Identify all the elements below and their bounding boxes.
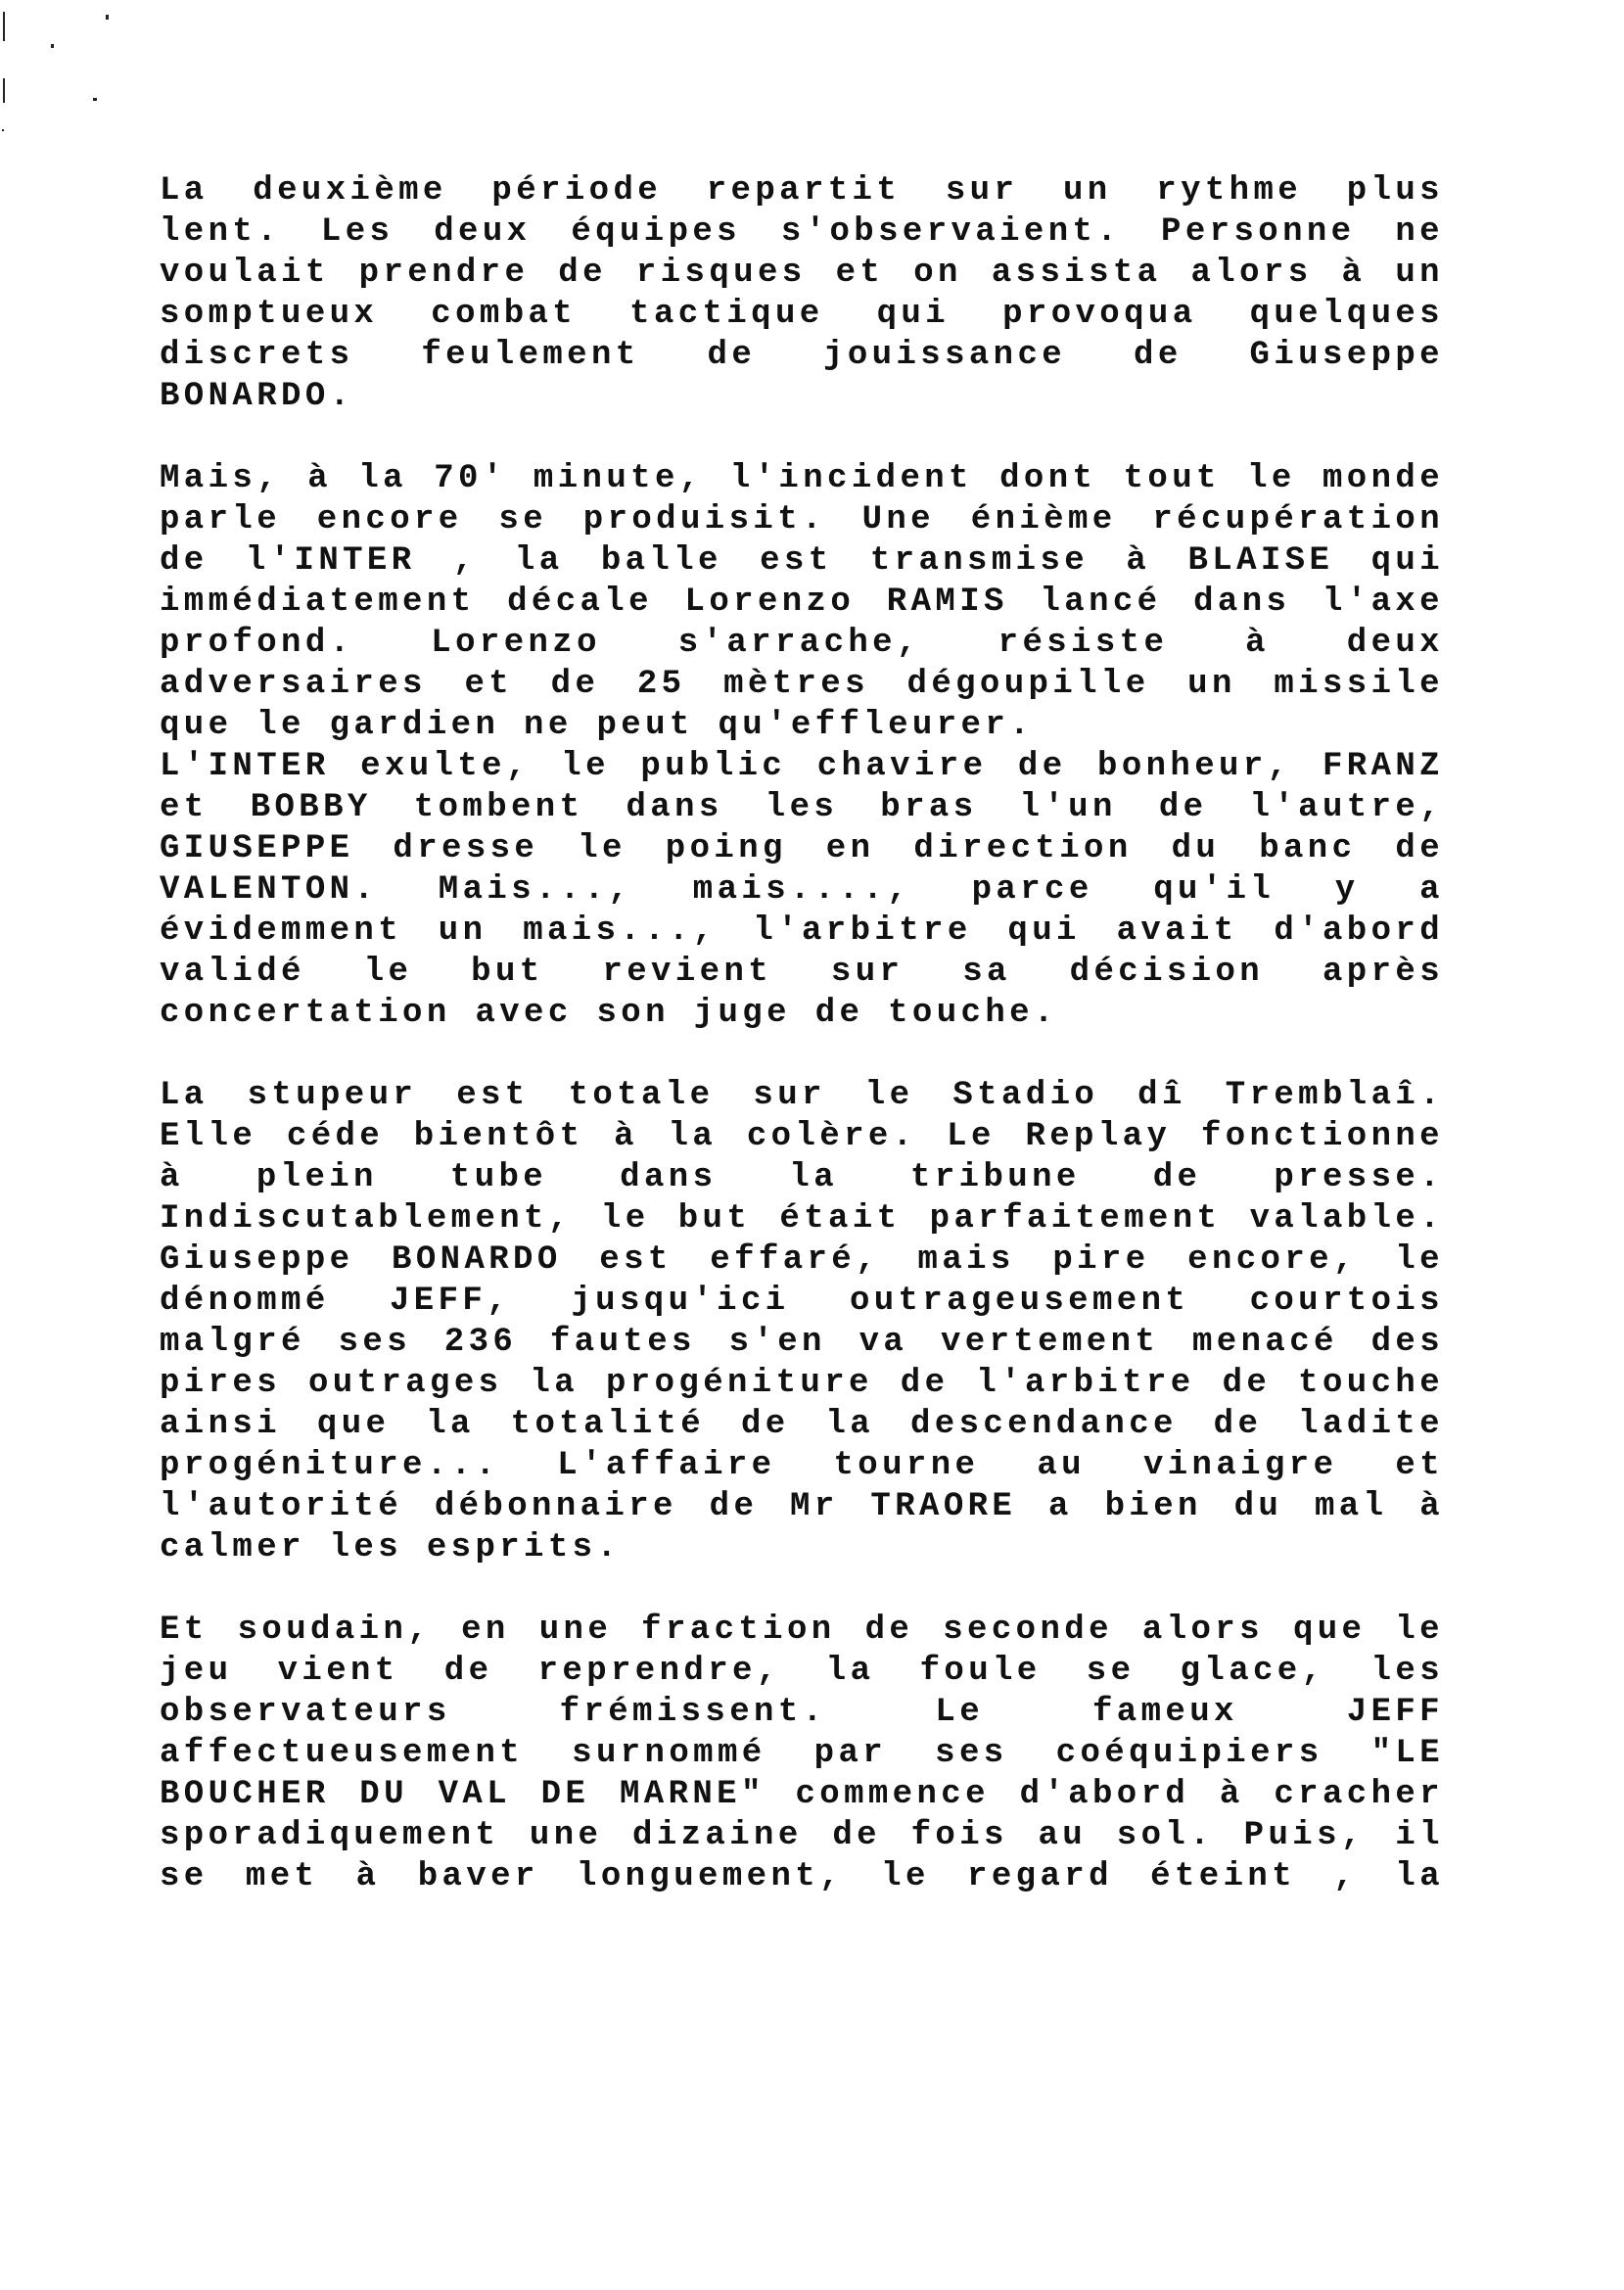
text-line: malgré ses 236 fautes s'en va vertement menacé des xyxy=(160,1324,1444,1361)
text-line: immédiatement décale Lorenzo RAMIS lancé dans l'axe xyxy=(160,584,1444,621)
text-line: et BOBBY tombent dans les bras l'un de l'autre, xyxy=(160,789,1444,826)
text-line: observateurs frémissent. Le fameux JEFF xyxy=(160,1694,1444,1731)
text-line: progéniture... L'affaire tourne au vinaigre et xyxy=(160,1447,1444,1484)
text-line: l'autorité débonnaire de Mr TRAORE a bien du mal à xyxy=(160,1488,1444,1525)
text-line: concertation avec son juge de touche. xyxy=(160,995,1058,1032)
text-line: à plein tube dans la tribune de presse. xyxy=(160,1159,1444,1196)
scan-mark xyxy=(93,98,97,101)
text-line: Giuseppe BONARDO est effaré, mais pire encore, le xyxy=(160,1241,1444,1279)
scan-mark xyxy=(106,15,109,20)
text-line: La stupeur est totale sur le Stadio dî Tremblaî. xyxy=(160,1077,1444,1114)
text-line: pires outrages la progéniture de l'arbitre de touche xyxy=(160,1365,1444,1402)
text-line: somptueux combat tactique qui provoqua quelques xyxy=(160,296,1444,333)
text-line: VALENTON. Mais..., mais...., parce qu'il y a xyxy=(160,871,1444,909)
text-line: Et soudain, en une fraction de seconde alors que le xyxy=(160,1612,1444,1649)
text-line: adversaires et de 25 mètres dégoupille un missile xyxy=(160,666,1444,703)
text-line: Indiscutablement, le but était parfaitement valable. xyxy=(160,1200,1444,1238)
text-line: Elle céde bientôt à la colère. Le Replay fonctionne xyxy=(160,1118,1444,1155)
text-line: de l'INTER , la balle est transmise à BLAISE qui xyxy=(160,542,1444,580)
text-line: calmer les esprits. xyxy=(160,1529,622,1566)
document-body xyxy=(160,170,1444,1939)
paragraph-2 xyxy=(160,458,1444,1034)
scan-mark xyxy=(3,78,5,103)
paragraph-1 xyxy=(160,170,1444,417)
text-line: dénommé JEFF, jusqu'ici outrageusement courtois xyxy=(160,1283,1444,1320)
text-line: que le gardien ne peut qu'effleurer. xyxy=(160,707,1034,744)
text-line: se met à baver longuement, le regard éteint , la xyxy=(160,1858,1444,1895)
text-line: discrets feulement de jouissance de Giuseppe xyxy=(160,337,1444,374)
text-line: sporadiquement une dizaine de fois au sol. Puis, il xyxy=(160,1817,1444,1854)
paragraph-4 xyxy=(160,1610,1444,1897)
text-line: Mais, à la 70' minute, l'incident dont tout le monde xyxy=(160,460,1444,497)
scan-mark xyxy=(2,129,4,131)
paragraph-3 xyxy=(160,1075,1444,1568)
text-line: lent. Les deux équipes s'observaient. Personne ne xyxy=(160,213,1444,251)
text-line: BOUCHER DU VAL DE MARNE" commence d'abord à cracher xyxy=(160,1776,1444,1813)
text-line: jeu vient de reprendre, la foule se glace, les xyxy=(160,1653,1444,1690)
text-line: affectueusement surnommé par ses coéquipiers "LE xyxy=(160,1735,1444,1772)
text-line: ainsi que la totalité de la descendance de ladite xyxy=(160,1406,1444,1443)
text-line: GIUSEPPE dresse le poing en direction du banc de xyxy=(160,830,1444,867)
text-line: La deuxième période repartit sur un rythme plus xyxy=(160,172,1444,210)
scan-mark xyxy=(51,44,54,48)
text-line: évidemment un mais..., l'arbitre qui avait d'abord xyxy=(160,912,1444,950)
text-line: profond. Lorenzo s'arrache, résiste à deux xyxy=(160,625,1444,662)
text-line: L'INTER exulte, le public chavire de bonheur, FRANZ xyxy=(160,748,1444,785)
text-line: parle encore se produisit. Une énième récupération xyxy=(160,501,1444,538)
text-line: BONARDO. xyxy=(160,378,354,415)
scan-mark xyxy=(3,12,5,41)
text-line: validé le but revient sur sa décision après xyxy=(160,954,1444,991)
text-line: voulait prendre de risques et on assista alors à un xyxy=(160,255,1444,292)
